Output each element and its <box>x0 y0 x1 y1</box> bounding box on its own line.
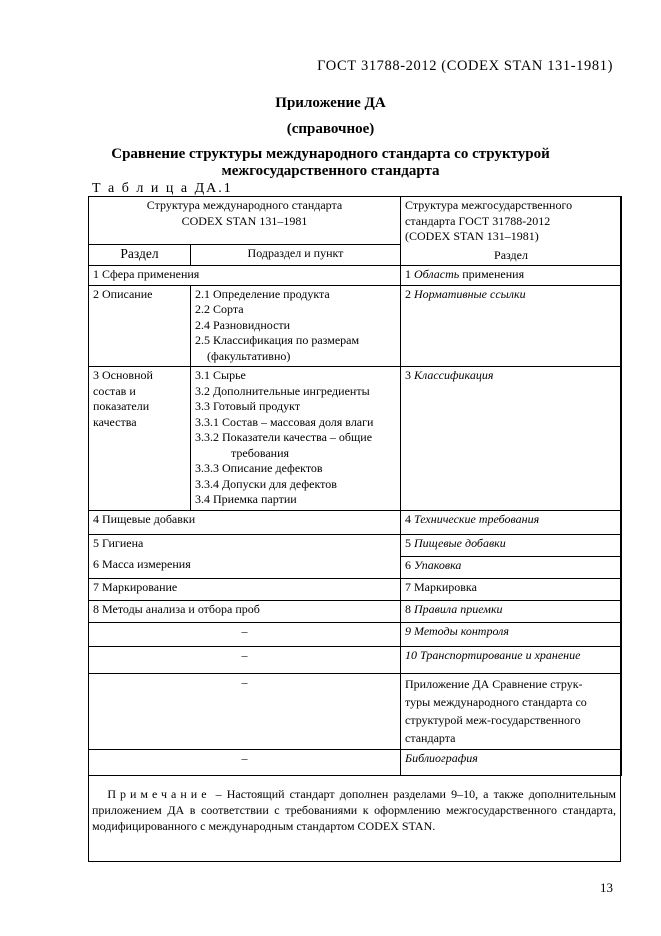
cell-text: Приложение ДА Сравнение струк- <box>405 676 583 691</box>
cell-left: 7 Маркирование <box>89 578 401 600</box>
cell-text: Пищевые добавки <box>414 535 506 550</box>
cell-text: показатели <box>93 399 150 413</box>
cell-sub <box>191 285 401 367</box>
cell-left: 5 Гигиена <box>89 534 401 556</box>
comparison-table <box>88 196 622 776</box>
cell-right <box>401 510 622 534</box>
annex-heading-line: межгосударственного стандарта <box>221 163 440 179</box>
cell-right <box>401 556 622 578</box>
cell-text: 5 <box>405 535 414 550</box>
table-row <box>89 534 622 556</box>
subitem: требования <box>231 445 290 460</box>
table-row <box>89 749 622 775</box>
cell-right <box>401 600 622 622</box>
cell-left <box>89 367 191 511</box>
cell-left: 4 Пищевые добавки <box>89 510 401 534</box>
document-header: ГОСТ 31788-2012 (CODEX STAN 131-1981) <box>317 58 613 74</box>
table-row <box>89 578 622 600</box>
cell-right: Библиография <box>401 749 622 775</box>
cell-text: Упаковка <box>414 557 462 572</box>
header-interstate <box>401 197 622 266</box>
cell-text: стандарта <box>405 730 456 745</box>
note-text: – Настоящий стандарт дополнен разделами 9–10, а также дополнительным приложением ДА в соответствии с требованиями к оформлению межгосударственного стандарта, модифицированного с международным стандартом CODEX STAN. <box>92 787 617 833</box>
cell-left: 1 Сфера применения <box>89 266 401 286</box>
header-text: Структура межгосударственного <box>405 198 573 212</box>
cell-left: – <box>89 622 401 646</box>
subitem: 2.4 Разновидности <box>195 317 291 332</box>
subitem: 3.1 Сырье <box>195 368 246 382</box>
cell-text: 4 <box>405 511 414 526</box>
header-text: CODEX STAN 131–1981 <box>181 213 308 228</box>
subitem: 3.3 Готовый продукт <box>195 399 301 413</box>
cell-text: качества <box>93 414 137 429</box>
header-international <box>89 197 401 245</box>
subitem: 3.3.1 Состав – массовая доля влаги <box>195 414 374 429</box>
table-caption: Т а б л и ц а ДА.1 <box>92 181 233 196</box>
table-row <box>89 622 622 646</box>
cell-right <box>401 285 622 367</box>
table-row <box>89 285 622 367</box>
subitem: 2.1 Определение продукта <box>195 286 330 301</box>
header-text: (CODEX STAN 131–1981) <box>405 229 539 243</box>
cell-text: 2 <box>405 286 414 301</box>
cell-right <box>401 534 622 556</box>
subitem: 3.3.3 Описание дефектов <box>195 461 323 475</box>
cell-left: 8 Методы анализа и отбора проб <box>89 600 401 622</box>
cell-text: 3 <box>405 368 414 382</box>
annex-heading <box>0 146 661 180</box>
annex-heading-line: Сравнение структуры международного стандарта со структурой <box>111 146 550 162</box>
table-row <box>89 646 622 673</box>
cell-text: 1 <box>405 267 414 281</box>
note-label: Примечание <box>107 787 211 801</box>
table-row <box>89 367 622 511</box>
cell-text: 3 Основной <box>93 368 153 382</box>
subitem: (факультативно) <box>207 348 291 363</box>
cell-text: состав и <box>93 383 136 398</box>
col-header: Раздел <box>494 247 528 262</box>
cell-text: Технические требования <box>414 511 540 526</box>
table-row <box>89 556 622 578</box>
subitem: 3.3.2 Показатели качества – общие <box>195 430 373 444</box>
table-header-row <box>89 197 622 245</box>
table-row <box>89 673 622 749</box>
cell-sub <box>191 367 401 511</box>
cell-left: – <box>89 673 401 749</box>
cell-right: 9 Методы контроля <box>401 622 622 646</box>
header-text: стандарта ГОСТ 31788-2012 <box>405 213 551 228</box>
cell-right <box>401 367 622 511</box>
cell-left: 2 Описание <box>89 285 191 367</box>
page-number: 13 <box>600 880 613 895</box>
cell-left: – <box>89 749 401 775</box>
cell-text: Правила приемки <box>414 601 503 616</box>
cell-text: Нормативные ссылки <box>414 286 526 301</box>
cell-right: 7 Маркировка <box>401 578 622 600</box>
cell-left: 6 Масса измерения <box>89 556 401 578</box>
subitem: 2.5 Классификация по размерам <box>195 333 360 347</box>
cell-text: применения <box>459 267 525 281</box>
cell-left: – <box>89 646 401 673</box>
annex-title: Приложение ДА <box>275 95 386 111</box>
cell-text: 6 <box>405 557 414 572</box>
subitem: 3.4 Приемка партии <box>195 492 297 506</box>
subitem: 2.2 Сорта <box>195 302 244 316</box>
subitem: 3.3.4 Допуски для дефектов <box>195 476 337 491</box>
cell-right: 10 Транспортирование и хранение <box>401 646 622 673</box>
cell-text: туры международного стандарта со <box>405 694 587 709</box>
header-text: Структура международного стандарта <box>146 198 343 212</box>
table-row <box>89 600 622 622</box>
col-header: Раздел <box>89 245 191 266</box>
table-row <box>89 266 622 286</box>
cell-text: Классификация <box>414 368 494 382</box>
subitem: 3.2 Дополнительные ингредиенты <box>195 383 370 398</box>
annex-type: (справочное) <box>286 121 375 137</box>
table-note <box>92 786 616 834</box>
cell-text: Область <box>414 267 460 281</box>
cell-text: структурой меж-государственного <box>405 712 581 727</box>
cell-text: 8 <box>405 601 414 616</box>
cell-right <box>401 673 622 749</box>
cell-right <box>401 266 622 286</box>
table-row <box>89 510 622 534</box>
col-header: Подраздел и пункт <box>191 245 401 266</box>
